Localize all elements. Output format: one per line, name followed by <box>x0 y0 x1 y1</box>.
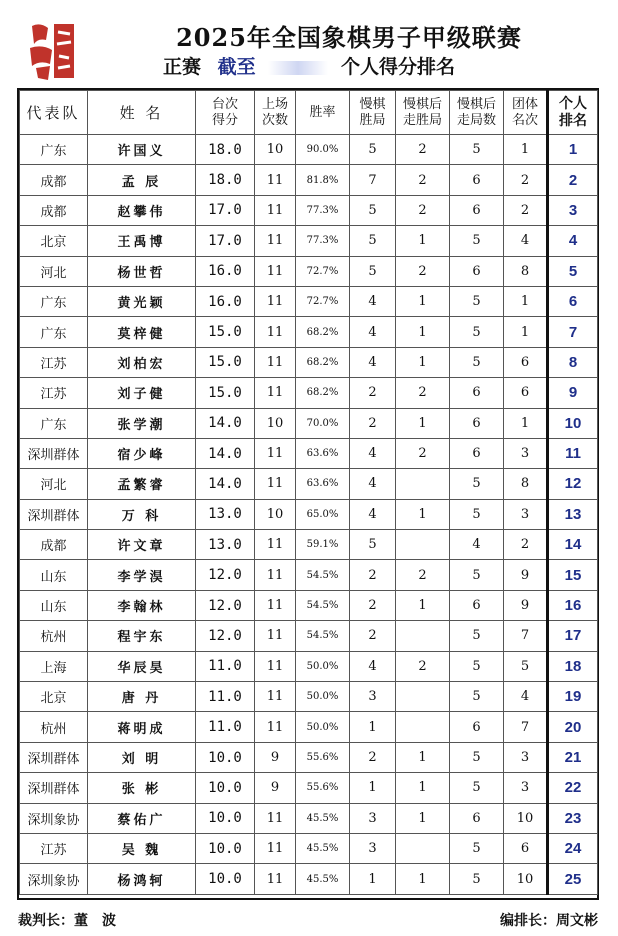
cell-individual-rank: 17 <box>548 621 598 651</box>
cell-score: 14.0 <box>196 438 255 468</box>
cell-slow-second-wins: 2 <box>396 560 450 590</box>
cell-slow-second-games: 5 <box>450 560 504 590</box>
cell-appearances: 11 <box>255 530 296 560</box>
cell-team-rank: 2 <box>504 530 548 560</box>
cell-name: 张学潮 <box>88 408 196 438</box>
cell-score: 12.0 <box>196 621 255 651</box>
cell-win-rate: 81.8% <box>296 165 350 195</box>
cell-slow-second-wins: 2 <box>396 438 450 468</box>
cell-win-rate: 54.5% <box>296 560 350 590</box>
cell-team: 上海 <box>20 651 88 681</box>
cell-win-rate: 90.0% <box>296 135 350 165</box>
cell-score: 16.0 <box>196 256 255 286</box>
cell-team-rank: 7 <box>504 712 548 742</box>
ranking-table-frame <box>17 88 599 900</box>
editor-credit: 编排长：周文彬 <box>500 913 598 929</box>
table-row <box>20 560 598 590</box>
cell-name: 张 彬 <box>88 773 196 803</box>
cell-slow-second-games: 5 <box>450 469 504 499</box>
cell-name: 许国义 <box>88 135 196 165</box>
cell-team: 深圳象协 <box>20 803 88 833</box>
subtitle-cutoff-label: 截至 <box>217 56 256 78</box>
cell-team-rank: 6 <box>504 833 548 863</box>
cell-score: 16.0 <box>196 286 255 316</box>
cell-win-rate: 68.2% <box>296 347 350 377</box>
cell-slow-second-wins: 1 <box>396 590 450 620</box>
column-header-slow-second-wins: 慢棋后 走胜局 <box>396 91 450 135</box>
cell-score: 11.0 <box>196 712 255 742</box>
cell-slow-second-wins <box>396 621 450 651</box>
cell-team: 广东 <box>20 408 88 438</box>
cell-individual-rank: 25 <box>548 864 598 894</box>
cell-slow-second-wins: 1 <box>396 317 450 347</box>
cell-slow-second-wins: 2 <box>396 135 450 165</box>
cell-team-rank: 3 <box>504 499 548 529</box>
cell-slow-second-games: 5 <box>450 742 504 772</box>
cell-name: 刘 明 <box>88 742 196 772</box>
cell-individual-rank: 10 <box>548 408 598 438</box>
cell-slow-wins: 4 <box>350 347 396 377</box>
cell-win-rate: 50.0% <box>296 682 350 712</box>
cell-name: 刘柏宏 <box>88 347 196 377</box>
cell-individual-rank: 1 <box>548 135 598 165</box>
cell-slow-second-games: 6 <box>450 712 504 742</box>
cell-appearances: 11 <box>255 438 296 468</box>
cell-slow-second-wins: 1 <box>396 864 450 894</box>
cell-slow-wins: 1 <box>350 864 396 894</box>
cell-team: 江苏 <box>20 347 88 377</box>
table-row <box>20 195 598 225</box>
table-body <box>20 135 598 895</box>
table-row <box>20 651 598 681</box>
cell-slow-wins: 4 <box>350 651 396 681</box>
cell-slow-wins: 3 <box>350 682 396 712</box>
cell-team-rank: 2 <box>504 165 548 195</box>
cell-team: 深圳群体 <box>20 742 88 772</box>
cell-slow-second-wins <box>396 682 450 712</box>
cell-appearances: 11 <box>255 803 296 833</box>
cell-slow-second-wins: 2 <box>396 256 450 286</box>
table-row <box>20 773 598 803</box>
cell-slow-wins: 5 <box>350 256 396 286</box>
subtitle-prefix: 正赛 <box>163 56 202 78</box>
cell-appearances: 10 <box>255 135 296 165</box>
cell-slow-second-wins: 2 <box>396 195 450 225</box>
cell-appearances: 11 <box>255 682 296 712</box>
cell-team-rank: 4 <box>504 682 548 712</box>
cell-slow-second-games: 5 <box>450 621 504 651</box>
cell-team-rank: 8 <box>504 256 548 286</box>
cell-team-rank: 6 <box>504 378 548 408</box>
cell-score: 11.0 <box>196 651 255 681</box>
cell-team: 成都 <box>20 530 88 560</box>
column-header-win-rate: 胜率 <box>296 91 350 135</box>
cell-name: 蔡佑广 <box>88 803 196 833</box>
cell-team: 北京 <box>20 226 88 256</box>
cell-slow-wins: 2 <box>350 560 396 590</box>
cell-slow-wins: 4 <box>350 286 396 316</box>
cell-slow-wins: 2 <box>350 742 396 772</box>
cell-score: 12.0 <box>196 590 255 620</box>
table-row <box>20 135 598 165</box>
cell-individual-rank: 15 <box>548 560 598 590</box>
cell-slow-wins: 2 <box>350 590 396 620</box>
cell-win-rate: 63.6% <box>296 438 350 468</box>
cell-team: 杭州 <box>20 712 88 742</box>
cell-name: 杨鸿轲 <box>88 864 196 894</box>
cell-slow-second-games: 6 <box>450 195 504 225</box>
cell-team: 河北 <box>20 256 88 286</box>
table-row <box>20 317 598 347</box>
cell-score: 15.0 <box>196 317 255 347</box>
cell-slow-second-games: 6 <box>450 256 504 286</box>
cell-team-rank: 10 <box>504 803 548 833</box>
cell-name: 李学淏 <box>88 560 196 590</box>
cell-score: 11.0 <box>196 682 255 712</box>
cell-score: 15.0 <box>196 347 255 377</box>
cell-slow-wins: 4 <box>350 438 396 468</box>
cell-name: 宿少峰 <box>88 438 196 468</box>
cell-slow-second-wins <box>396 712 450 742</box>
cell-team: 江苏 <box>20 833 88 863</box>
cell-individual-rank: 21 <box>548 742 598 772</box>
cell-individual-rank: 16 <box>548 590 598 620</box>
ranking-table <box>19 90 598 895</box>
cell-name: 程宇东 <box>88 621 196 651</box>
cell-slow-second-games: 6 <box>450 803 504 833</box>
table-row <box>20 742 598 772</box>
cell-individual-rank: 23 <box>548 803 598 833</box>
cell-slow-second-games: 5 <box>450 347 504 377</box>
cell-win-rate: 68.2% <box>296 317 350 347</box>
cell-individual-rank: 3 <box>548 195 598 225</box>
cell-appearances: 11 <box>255 621 296 651</box>
cell-appearances: 9 <box>255 742 296 772</box>
cell-slow-second-games: 5 <box>450 682 504 712</box>
table-header-row <box>20 91 598 135</box>
cell-win-rate: 65.0% <box>296 499 350 529</box>
cell-name: 王禹博 <box>88 226 196 256</box>
cell-individual-rank: 18 <box>548 651 598 681</box>
cell-slow-wins: 2 <box>350 378 396 408</box>
cell-slow-wins: 5 <box>350 530 396 560</box>
cell-individual-rank: 14 <box>548 530 598 560</box>
cell-win-rate: 54.5% <box>296 590 350 620</box>
cell-team-rank: 1 <box>504 135 548 165</box>
cell-slow-second-games: 5 <box>450 864 504 894</box>
cell-win-rate: 68.2% <box>296 378 350 408</box>
cell-name: 赵攀伟 <box>88 195 196 225</box>
cell-slow-second-games: 5 <box>450 135 504 165</box>
cell-slow-second-games: 6 <box>450 408 504 438</box>
cell-team: 深圳群体 <box>20 499 88 529</box>
cell-name: 吴 魏 <box>88 833 196 863</box>
cell-team-rank: 1 <box>504 408 548 438</box>
cell-individual-rank: 8 <box>548 347 598 377</box>
cell-team-rank: 9 <box>504 590 548 620</box>
cell-slow-second-wins <box>396 530 450 560</box>
cell-name: 杨世哲 <box>88 256 196 286</box>
table-row <box>20 803 598 833</box>
cell-team-rank: 1 <box>504 286 548 316</box>
cell-win-rate: 59.1% <box>296 530 350 560</box>
cell-slow-wins: 1 <box>350 773 396 803</box>
cell-name: 黄光颖 <box>88 286 196 316</box>
cell-score: 15.0 <box>196 378 255 408</box>
cell-team: 深圳象协 <box>20 864 88 894</box>
cell-individual-rank: 24 <box>548 833 598 863</box>
cell-score: 10.0 <box>196 773 255 803</box>
cell-team: 山东 <box>20 590 88 620</box>
cell-team: 深圳群体 <box>20 438 88 468</box>
cell-win-rate: 54.5% <box>296 621 350 651</box>
cell-slow-wins: 5 <box>350 135 396 165</box>
cell-appearances: 11 <box>255 590 296 620</box>
subtitle-suffix: 个人得分排名 <box>340 56 455 78</box>
cell-slow-second-wins: 1 <box>396 742 450 772</box>
cell-score: 12.0 <box>196 560 255 590</box>
table-row <box>20 469 598 499</box>
cell-slow-second-games: 5 <box>450 226 504 256</box>
cell-name: 华辰昊 <box>88 651 196 681</box>
cell-name: 许文章 <box>88 530 196 560</box>
cell-score: 10.0 <box>196 864 255 894</box>
cell-team: 北京 <box>20 682 88 712</box>
cell-team: 江苏 <box>20 378 88 408</box>
cell-slow-wins: 2 <box>350 408 396 438</box>
table-row <box>20 408 598 438</box>
cell-slow-second-wins: 2 <box>396 651 450 681</box>
cell-slow-wins: 4 <box>350 469 396 499</box>
table-row <box>20 712 598 742</box>
cell-slow-wins: 4 <box>350 317 396 347</box>
cell-slow-second-wins: 1 <box>396 226 450 256</box>
cell-slow-second-games: 4 <box>450 530 504 560</box>
cell-team-rank: 2 <box>504 195 548 225</box>
table-row <box>20 256 598 286</box>
cell-individual-rank: 11 <box>548 438 598 468</box>
cell-score: 18.0 <box>196 165 255 195</box>
cell-team: 广东 <box>20 135 88 165</box>
cell-individual-rank: 5 <box>548 256 598 286</box>
cell-score: 14.0 <box>196 469 255 499</box>
cell-win-rate: 50.0% <box>296 712 350 742</box>
cell-appearances: 11 <box>255 560 296 590</box>
cell-score: 14.0 <box>196 408 255 438</box>
cell-name: 刘子健 <box>88 378 196 408</box>
column-header-team: 代表队 <box>20 91 88 135</box>
cell-appearances: 11 <box>255 712 296 742</box>
cell-team: 杭州 <box>20 621 88 651</box>
cell-slow-second-games: 6 <box>450 378 504 408</box>
cell-name: 孟繁睿 <box>88 469 196 499</box>
page-title: 2025年全国象棋男子甲级联赛 <box>176 23 522 52</box>
cell-slow-second-wins: 2 <box>396 378 450 408</box>
cell-slow-wins: 4 <box>350 499 396 529</box>
cell-slow-second-games: 5 <box>450 286 504 316</box>
cell-appearances: 11 <box>255 469 296 499</box>
cell-individual-rank: 22 <box>548 773 598 803</box>
cell-slow-second-wins: 1 <box>396 499 450 529</box>
cell-slow-second-games: 5 <box>450 833 504 863</box>
column-header-team-rank: 团体 名次 <box>504 91 548 135</box>
cell-appearances: 11 <box>255 165 296 195</box>
cell-name: 万 科 <box>88 499 196 529</box>
cell-slow-second-games: 6 <box>450 438 504 468</box>
cell-slow-second-wins: 2 <box>396 165 450 195</box>
cell-slow-wins: 3 <box>350 803 396 833</box>
cell-individual-rank: 4 <box>548 226 598 256</box>
cell-team-rank: 10 <box>504 864 548 894</box>
cell-individual-rank: 6 <box>548 286 598 316</box>
cell-win-rate: 63.6% <box>296 469 350 499</box>
cell-name: 孟 辰 <box>88 165 196 195</box>
cell-individual-rank: 2 <box>548 165 598 195</box>
cell-name: 唐 丹 <box>88 682 196 712</box>
cell-individual-rank: 9 <box>548 378 598 408</box>
cell-slow-second-wins <box>396 469 450 499</box>
table-row <box>20 590 598 620</box>
table-row <box>20 347 598 377</box>
table-row <box>20 286 598 316</box>
cell-team-rank: 3 <box>504 438 548 468</box>
cell-appearances: 11 <box>255 317 296 347</box>
table-row <box>20 226 598 256</box>
cell-appearances: 9 <box>255 773 296 803</box>
redacted-date-blur <box>268 61 328 75</box>
table-row <box>20 530 598 560</box>
cell-win-rate: 50.0% <box>296 651 350 681</box>
column-header-name: 姓 名 <box>88 91 196 135</box>
cell-team-rank: 1 <box>504 317 548 347</box>
cell-slow-wins: 3 <box>350 833 396 863</box>
table-row <box>20 378 598 408</box>
column-header-slow-second-games: 慢棋后 走局数 <box>450 91 504 135</box>
cell-appearances: 11 <box>255 226 296 256</box>
cell-team-rank: 9 <box>504 560 548 590</box>
table-row <box>20 165 598 195</box>
cell-score: 10.0 <box>196 742 255 772</box>
cell-slow-second-games: 5 <box>450 317 504 347</box>
table-row <box>20 499 598 529</box>
cell-team-rank: 7 <box>504 621 548 651</box>
cell-score: 13.0 <box>196 499 255 529</box>
cell-team-rank: 5 <box>504 651 548 681</box>
cell-team: 广东 <box>20 317 88 347</box>
cell-slow-second-games: 5 <box>450 651 504 681</box>
cell-individual-rank: 12 <box>548 469 598 499</box>
cell-score: 10.0 <box>196 833 255 863</box>
cell-slow-second-wins: 1 <box>396 773 450 803</box>
column-header-score: 台次 得分 <box>196 91 255 135</box>
cell-win-rate: 45.5% <box>296 803 350 833</box>
cell-team: 成都 <box>20 165 88 195</box>
cell-appearances: 10 <box>255 499 296 529</box>
cell-score: 10.0 <box>196 803 255 833</box>
cell-win-rate: 45.5% <box>296 833 350 863</box>
cell-score: 17.0 <box>196 195 255 225</box>
cell-win-rate: 77.3% <box>296 195 350 225</box>
table-row <box>20 621 598 651</box>
cell-appearances: 11 <box>255 256 296 286</box>
cell-team: 成都 <box>20 195 88 225</box>
cell-win-rate: 72.7% <box>296 256 350 286</box>
cell-team-rank: 3 <box>504 773 548 803</box>
cell-slow-second-wins <box>396 833 450 863</box>
cell-slow-second-wins: 1 <box>396 286 450 316</box>
cell-slow-second-games: 5 <box>450 499 504 529</box>
cell-slow-second-games: 5 <box>450 773 504 803</box>
cell-team: 广东 <box>20 286 88 316</box>
cell-appearances: 11 <box>255 347 296 377</box>
cell-name: 蒋明成 <box>88 712 196 742</box>
cell-slow-second-games: 6 <box>450 590 504 620</box>
column-header-individual-rank: 个人 排名 <box>548 91 598 135</box>
cell-win-rate: 45.5% <box>296 864 350 894</box>
cell-win-rate: 55.6% <box>296 742 350 772</box>
table-row <box>20 864 598 894</box>
cell-team-rank: 4 <box>504 226 548 256</box>
cell-appearances: 11 <box>255 378 296 408</box>
cell-individual-rank: 7 <box>548 317 598 347</box>
cell-slow-second-wins: 1 <box>396 803 450 833</box>
cell-individual-rank: 13 <box>548 499 598 529</box>
cell-appearances: 11 <box>255 864 296 894</box>
cell-slow-second-games: 6 <box>450 165 504 195</box>
cell-team-rank: 8 <box>504 469 548 499</box>
cell-score: 13.0 <box>196 530 255 560</box>
cell-slow-wins: 1 <box>350 712 396 742</box>
cell-name: 李翰林 <box>88 590 196 620</box>
table-row <box>20 682 598 712</box>
referee-credit: 裁判长：董 波 <box>18 913 116 929</box>
cell-win-rate: 72.7% <box>296 286 350 316</box>
cell-appearances: 10 <box>255 408 296 438</box>
cell-score: 17.0 <box>196 226 255 256</box>
cell-appearances: 11 <box>255 651 296 681</box>
cell-team-rank: 6 <box>504 347 548 377</box>
cell-win-rate: 77.3% <box>296 226 350 256</box>
cell-win-rate: 70.0% <box>296 408 350 438</box>
cell-team: 山东 <box>20 560 88 590</box>
column-header-appearances: 上场 次数 <box>255 91 296 135</box>
cell-slow-second-wins: 1 <box>396 347 450 377</box>
cell-slow-wins: 2 <box>350 621 396 651</box>
page-subtitle <box>0 52 618 79</box>
cell-slow-wins: 5 <box>350 195 396 225</box>
cell-individual-rank: 19 <box>548 682 598 712</box>
cell-appearances: 11 <box>255 195 296 225</box>
cell-slow-wins: 5 <box>350 226 396 256</box>
cell-score: 18.0 <box>196 135 255 165</box>
cell-slow-wins: 7 <box>350 165 396 195</box>
table-row <box>20 833 598 863</box>
table-row <box>20 438 598 468</box>
cell-team-rank: 3 <box>504 742 548 772</box>
cell-appearances: 11 <box>255 286 296 316</box>
cell-team: 深圳群体 <box>20 773 88 803</box>
cell-slow-second-wins: 1 <box>396 408 450 438</box>
cell-appearances: 11 <box>255 833 296 863</box>
column-header-slow-wins: 慢棋 胜局 <box>350 91 396 135</box>
cell-individual-rank: 20 <box>548 712 598 742</box>
cell-win-rate: 55.6% <box>296 773 350 803</box>
cell-name: 莫梓健 <box>88 317 196 347</box>
cell-team: 河北 <box>20 469 88 499</box>
